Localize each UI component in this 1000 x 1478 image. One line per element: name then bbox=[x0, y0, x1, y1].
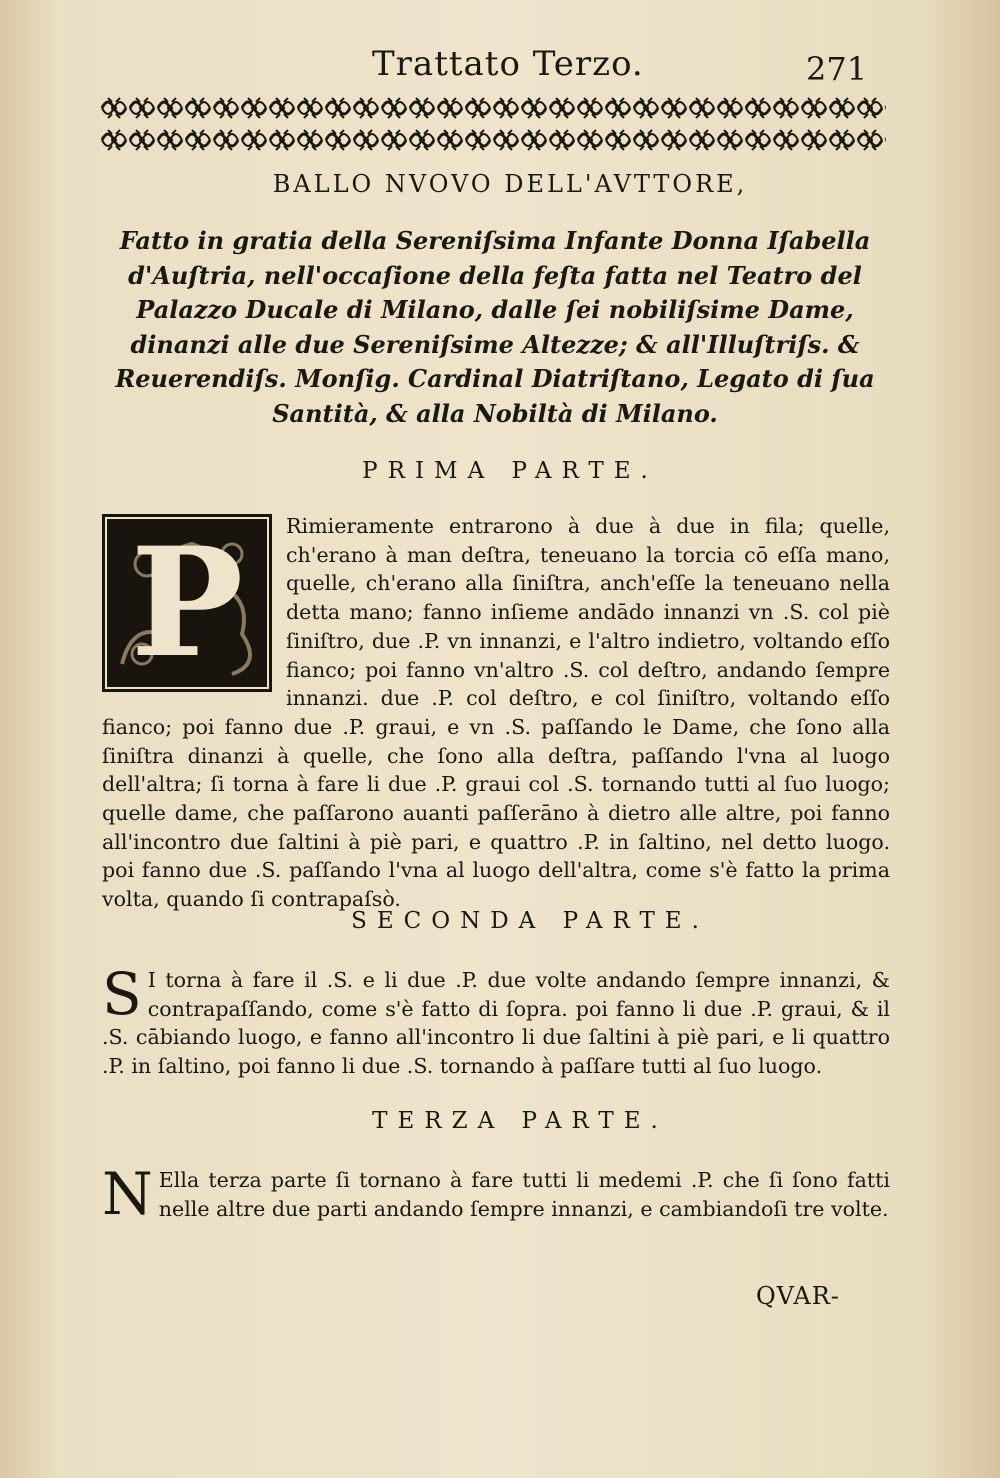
initial-letter: S bbox=[102, 960, 142, 1028]
dance-title: BALLO NVOVO DELL'AVTTORE, bbox=[272, 170, 748, 198]
section-text-terza bbox=[102, 1160, 890, 1228]
ornamental-band bbox=[100, 92, 886, 156]
historiated-initial bbox=[102, 514, 272, 692]
page-number: 271 bbox=[806, 50, 868, 88]
catchword: QVAR- bbox=[756, 1282, 840, 1310]
initial-letter: P bbox=[130, 515, 244, 691]
fleuron-border-icon bbox=[100, 92, 886, 156]
section-text-prima bbox=[102, 512, 890, 914]
section-text-seconda bbox=[102, 960, 890, 1080]
section-heading-terza: TERZA PARTE. bbox=[372, 1108, 668, 1134]
page-header bbox=[0, 44, 1000, 94]
paragraph-body: Rimieramente entrarono à due à due in fila; quelle, ch'erano à man deſtra, teneuano la torcia cō eſſa mano, quelle, ch'erano alla ſiniſtra, anch'eſſe la teneuano nella detta mano; fanno inſieme andādo innanzi vn .S. col piè ſiniſtro, due .P. vn innanzi, e l'altro indietro, voltando eſſo fianco; poi fanno vn'altro .S. col deſtro, andando ſempre innanzi. due .P. col deſtro, e col ſiniſtro, voltando eſſo fianco; poi fanno due .P. graui, e vn .S. paſſando le Dame, che ſono alla ſiniſtra dinanzi à quelle, che ſono alla deſtra, paſſando l'vna al luogo dell'altra; ſi torna à fare li due .P. graui col .S. tornando tutti al ſuo luogo; quelle dame, che paſſarono auanti paſſerāno à dietro alle altre, poi fanno all'incontro due ſaltini à piè pari, e quattro .P. in ſaltino, nel detto luogo. poi fanno due .S. paſſando l'vna al luogo dell'altra, come s'è fatto la prima volta, quando ſi contrapaſsò. bbox=[102, 514, 890, 912]
paragraph-body: I torna à fare il .S. e li due .P. due volte andando ſempre innanzi, & contrapaſſando, come s'è fatto di ſopra. poi fanno li due .P. graui, & il .S. cābiando luogo, e fanno all'incontro li due ſaltini à piè pari, e li quattro .P. in ſaltino, poi fanno li due .S. tornando à paſſare tutti al ſuo luogo. bbox=[102, 968, 890, 1078]
running-title: Trattato Terzo. bbox=[372, 44, 644, 84]
section-heading-seconda: SECONDA PARTE. bbox=[351, 908, 709, 934]
section-heading-prima: PRIMA PARTE. bbox=[362, 458, 658, 484]
dedication-subtitle: Fatto in gratia della Sereniſsima Infante Donna Iſabella d'Auſtria, nell'occaſione della feſta fatta nel Teatro del Palazzo Ducale di Milano, dalle ſei nobiliſsime Dame, dinanzi alle due Sereniſsime Altezze; & all'Illuſtriſs. & Reuerendiſs. Monſig. Cardinal Diatriſtano, Legato di ſua Santità, & alla Nobiltà di Milano. bbox=[115, 226, 875, 428]
initial-letter: N bbox=[102, 1160, 153, 1228]
paragraph-body: Ella terza parte ſi tornano à fare tutti li medemi .P. che ſi ſono fatti nelle altre due parti andando ſempre innanzi, e cambiandoſi tre volte. bbox=[158, 1168, 890, 1221]
